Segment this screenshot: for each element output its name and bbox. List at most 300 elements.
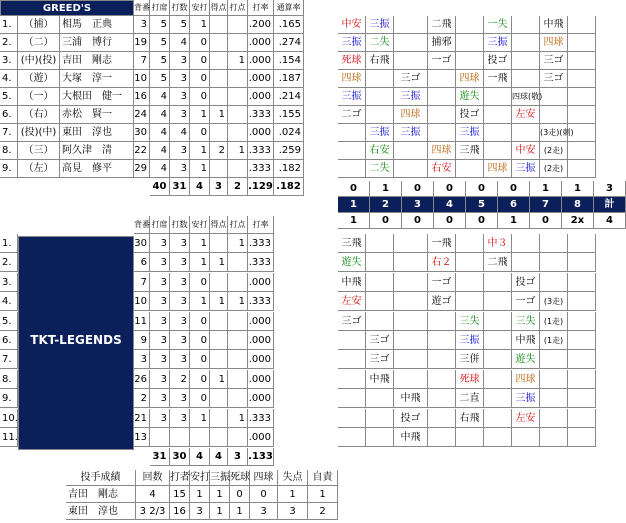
inning-cell bbox=[366, 389, 394, 408]
inning-cell bbox=[568, 34, 596, 52]
inning-cell bbox=[484, 88, 512, 106]
inning-cell bbox=[338, 160, 366, 178]
row-ab bbox=[170, 428, 190, 447]
row-avg: .333 bbox=[248, 106, 274, 124]
inning-cell bbox=[394, 234, 428, 253]
inning-cell bbox=[366, 292, 394, 311]
row-pa: 3 bbox=[150, 389, 170, 408]
inning-cell: 中飛 bbox=[394, 428, 428, 447]
total-h: 4 bbox=[190, 178, 210, 196]
row-pa: 4 bbox=[150, 106, 170, 124]
row-rbi bbox=[228, 88, 248, 106]
inning-cell: 三振 bbox=[456, 124, 484, 142]
inning-cell bbox=[366, 273, 394, 292]
row-rbi bbox=[228, 16, 248, 34]
inning-cell bbox=[428, 389, 456, 408]
inning-cell: 右２ bbox=[428, 253, 456, 272]
row-rbi bbox=[228, 312, 248, 331]
row-rbi bbox=[228, 70, 248, 88]
inning-cell bbox=[512, 124, 540, 142]
inning-cell: 三飛 bbox=[338, 234, 366, 253]
total-r: 4 bbox=[210, 448, 228, 466]
row-h: 0 bbox=[190, 331, 210, 350]
inning-cell bbox=[540, 428, 568, 447]
inning-cell bbox=[484, 389, 512, 408]
inning-cell bbox=[568, 389, 596, 408]
row-no: 6. bbox=[0, 106, 18, 124]
ls-greeds: 0 bbox=[338, 181, 370, 197]
header-2: 打数 bbox=[170, 216, 190, 234]
inning-cell bbox=[394, 253, 428, 272]
inning-cell: 四球 bbox=[512, 370, 540, 389]
inning-cell: 捕邪 bbox=[428, 34, 456, 52]
inning-cell: 三振 bbox=[456, 331, 484, 350]
inning-cell: 二ゴ bbox=[338, 106, 366, 124]
row-h: 1 bbox=[190, 409, 210, 428]
row-no: 5. bbox=[0, 88, 18, 106]
inning-cell bbox=[568, 142, 596, 160]
inning-cell bbox=[540, 370, 568, 389]
pitch-cell: 16 bbox=[170, 503, 190, 520]
pitch-cell: 2 bbox=[308, 503, 338, 520]
inning-cell bbox=[338, 370, 366, 389]
row-rbi: 1 bbox=[228, 234, 248, 253]
ls-tkt: 0 bbox=[402, 213, 434, 229]
inning-cell bbox=[540, 106, 568, 124]
inning-cell bbox=[456, 160, 484, 178]
row-h: 0 bbox=[190, 312, 210, 331]
inning-cell bbox=[568, 253, 596, 272]
inning-cell: 投ゴ bbox=[512, 273, 540, 292]
row-r: 1 bbox=[210, 106, 228, 124]
row-num: 22 bbox=[134, 142, 150, 160]
row-pa bbox=[150, 428, 170, 447]
inning-cell: 中飛 bbox=[366, 370, 394, 389]
row-rbi bbox=[228, 160, 248, 178]
inning-cell bbox=[394, 331, 428, 350]
row-ab: 3 bbox=[170, 389, 190, 408]
pitch-header-7: 失点 bbox=[278, 470, 308, 486]
row-ab: 3 bbox=[170, 160, 190, 178]
greeds-title: GREED'S bbox=[0, 0, 134, 16]
row-num: 6 bbox=[134, 253, 150, 272]
row-rbi bbox=[228, 389, 248, 408]
row-ab: 3 bbox=[170, 253, 190, 272]
inning-cell bbox=[394, 142, 428, 160]
header-4: 得点 bbox=[210, 0, 228, 16]
inning-cell: 死球 bbox=[456, 370, 484, 389]
inning-cell: 中飛 bbox=[540, 16, 568, 34]
row-r bbox=[210, 409, 228, 428]
inning-cell: 三失 bbox=[512, 312, 540, 331]
pitch-cell: 3 2/3 bbox=[136, 503, 170, 520]
row-pos: （左） bbox=[18, 160, 60, 178]
row-pos: （右） bbox=[18, 106, 60, 124]
inning-cell bbox=[568, 292, 596, 311]
row-no: 10. bbox=[0, 409, 18, 428]
inning-cell: 遊ゴ bbox=[428, 292, 456, 311]
inning-cell bbox=[338, 124, 366, 142]
inning-cell: (2走) bbox=[540, 142, 568, 160]
total-pa: 31 bbox=[150, 448, 170, 466]
row-avg: .000 bbox=[248, 331, 274, 350]
row-r bbox=[210, 34, 228, 52]
inning-cell bbox=[568, 370, 596, 389]
row-name: 大根田 健一 bbox=[60, 88, 134, 106]
inning-cell: 中飛 bbox=[512, 331, 540, 350]
inning-cell bbox=[540, 253, 568, 272]
ls-greeds: 3 bbox=[594, 181, 626, 197]
pitch-header-6: 四球 bbox=[250, 470, 278, 486]
ls-inning: 8 bbox=[562, 197, 594, 213]
row-no: 9. bbox=[0, 389, 18, 408]
row-pa: 4 bbox=[150, 160, 170, 178]
row-ab: 3 bbox=[170, 312, 190, 331]
total-h: 4 bbox=[190, 448, 210, 466]
row-ab: 4 bbox=[170, 124, 190, 142]
ls-tkt: 2x bbox=[562, 213, 594, 229]
inning-cell: 中飛 bbox=[338, 273, 366, 292]
row-h: 1 bbox=[190, 292, 210, 311]
ls-tkt: 1 bbox=[498, 213, 530, 229]
row-r: 1 bbox=[210, 292, 228, 311]
row-pos: （二） bbox=[18, 34, 60, 52]
row-pa: 4 bbox=[150, 124, 170, 142]
inning-cell bbox=[394, 292, 428, 311]
inning-cell: 三ゴ bbox=[366, 350, 394, 369]
pitch-header-5: 死球 bbox=[230, 470, 250, 486]
pitch-cell: 15 bbox=[170, 486, 190, 503]
inning-cell bbox=[484, 428, 512, 447]
total-ab: 31 bbox=[170, 178, 190, 196]
tkt-title bbox=[18, 236, 134, 450]
ls-tkt: 0 bbox=[370, 213, 402, 229]
inning-cell bbox=[456, 292, 484, 311]
ls-tkt: 0 bbox=[530, 213, 562, 229]
inning-cell bbox=[540, 88, 568, 106]
row-ab: 5 bbox=[170, 16, 190, 34]
row-no: 3. bbox=[0, 52, 18, 70]
inning-cell: 遊失 bbox=[512, 350, 540, 369]
row-h bbox=[190, 428, 210, 447]
inning-cell: 三振 bbox=[512, 389, 540, 408]
row-h: 1 bbox=[190, 253, 210, 272]
row-pa: 3 bbox=[150, 312, 170, 331]
row-career: .155 bbox=[274, 106, 304, 124]
inning-cell bbox=[456, 253, 484, 272]
row-num: 10 bbox=[134, 70, 150, 88]
inning-cell bbox=[456, 273, 484, 292]
inning-cell: 二失 bbox=[366, 34, 394, 52]
row-ab: 3 bbox=[170, 273, 190, 292]
inning-cell bbox=[484, 142, 512, 160]
inning-cell bbox=[512, 34, 540, 52]
header-5: 打点 bbox=[228, 216, 248, 234]
row-num: 7 bbox=[134, 52, 150, 70]
row-rbi bbox=[228, 106, 248, 124]
row-num: 30 bbox=[134, 234, 150, 253]
inning-cell: (1走) bbox=[540, 331, 568, 350]
inning-cell bbox=[338, 409, 366, 428]
row-num: 3 bbox=[134, 350, 150, 369]
row-h: 0 bbox=[190, 70, 210, 88]
inning-cell bbox=[394, 34, 428, 52]
inning-cell: 三ゴ bbox=[540, 52, 568, 70]
inning-cell bbox=[568, 124, 596, 142]
row-h: 0 bbox=[190, 350, 210, 369]
inning-cell bbox=[568, 16, 596, 34]
ls-inning: 6 bbox=[498, 197, 530, 213]
row-avg: .333 bbox=[248, 292, 274, 311]
inning-cell bbox=[366, 106, 394, 124]
inning-cell bbox=[428, 350, 456, 369]
inning-cell: 四球 bbox=[484, 160, 512, 178]
pitch-cell: 吉田 剛志 bbox=[66, 486, 136, 503]
inning-cell bbox=[568, 106, 596, 124]
row-name: 相馬 正典 bbox=[60, 16, 134, 34]
row-rbi bbox=[228, 34, 248, 52]
inning-cell bbox=[428, 88, 456, 106]
row-pa: 3 bbox=[150, 370, 170, 389]
inning-cell: 三振 bbox=[394, 88, 428, 106]
row-pos: (中)(投) bbox=[18, 52, 60, 70]
row-h: 0 bbox=[190, 273, 210, 292]
row-avg: .333 bbox=[248, 253, 274, 272]
row-career: .024 bbox=[274, 124, 304, 142]
inning-cell bbox=[428, 409, 456, 428]
header-7: 通算率 bbox=[274, 0, 304, 16]
row-ab: 3 bbox=[170, 234, 190, 253]
pitch-cell: 3 bbox=[250, 503, 278, 520]
inning-cell bbox=[568, 52, 596, 70]
inning-cell: 三ゴ bbox=[338, 312, 366, 331]
row-no: 8. bbox=[0, 142, 18, 160]
pitching-table bbox=[66, 470, 366, 520]
inning-cell bbox=[512, 70, 540, 88]
header-5: 打点 bbox=[228, 0, 248, 16]
ls-greeds: 0 bbox=[466, 181, 498, 197]
row-career: .214 bbox=[274, 88, 304, 106]
row-no: 4. bbox=[0, 292, 18, 311]
inning-cell bbox=[512, 52, 540, 70]
inning-cell bbox=[394, 370, 428, 389]
row-ab: 3 bbox=[170, 88, 190, 106]
inning-cell bbox=[338, 389, 366, 408]
ls-tkt: 4 bbox=[594, 213, 626, 229]
header-6: 打率 bbox=[248, 0, 274, 16]
inning-cell: 二飛 bbox=[428, 16, 456, 34]
row-avg: .333 bbox=[248, 142, 274, 160]
pitch-header-8: 自責 bbox=[308, 470, 338, 486]
ls-greeds: 1 bbox=[370, 181, 402, 197]
ls-tkt: 0 bbox=[466, 213, 498, 229]
row-pa: 3 bbox=[150, 273, 170, 292]
row-num: 2 bbox=[134, 389, 150, 408]
row-h: 0 bbox=[190, 124, 210, 142]
row-rbi: 1 bbox=[228, 292, 248, 311]
row-h: 1 bbox=[190, 234, 210, 253]
pitch-cell: 1 bbox=[278, 486, 308, 503]
row-ab: 3 bbox=[170, 292, 190, 311]
inning-cell bbox=[428, 106, 456, 124]
inning-cell: 三振 bbox=[366, 16, 394, 34]
tkt-table bbox=[0, 216, 624, 462]
inning-cell: 遊失 bbox=[456, 88, 484, 106]
row-r bbox=[210, 52, 228, 70]
pitch-cell: 1 bbox=[210, 503, 230, 520]
row-h: 1 bbox=[190, 160, 210, 178]
inning-cell: 左安 bbox=[338, 292, 366, 311]
ls-inning: 4 bbox=[434, 197, 466, 213]
header-1: 打席 bbox=[150, 0, 170, 16]
row-r: 1 bbox=[210, 370, 228, 389]
inning-cell bbox=[512, 253, 540, 272]
row-avg: .000 bbox=[248, 52, 274, 70]
inning-cell bbox=[394, 52, 428, 70]
inning-cell: 三併 bbox=[456, 350, 484, 369]
row-pa: 5 bbox=[150, 34, 170, 52]
inning-cell bbox=[540, 409, 568, 428]
inning-cell: 遊失 bbox=[338, 253, 366, 272]
inning-cell: 三ゴ bbox=[394, 70, 428, 88]
inning-cell: 中安 bbox=[512, 142, 540, 160]
row-pos: （三） bbox=[18, 142, 60, 160]
total-ab: 30 bbox=[170, 448, 190, 466]
row-no: 4. bbox=[0, 70, 18, 88]
inning-cell bbox=[456, 52, 484, 70]
inning-cell bbox=[568, 331, 596, 350]
inning-cell: 右飛 bbox=[366, 52, 394, 70]
row-career: .154 bbox=[274, 52, 304, 70]
total-rbi: 3 bbox=[228, 448, 248, 466]
header-4: 得点 bbox=[210, 216, 228, 234]
pitch-header-1: 回数 bbox=[136, 470, 170, 486]
row-name: 東田 淳也 bbox=[60, 124, 134, 142]
pitch-cell: 1 bbox=[230, 503, 250, 520]
row-num: 16 bbox=[134, 88, 150, 106]
ls-greeds: 1 bbox=[530, 181, 562, 197]
inning-cell bbox=[484, 292, 512, 311]
inning-cell: 一飛 bbox=[428, 234, 456, 253]
row-name: 赤松 賢一 bbox=[60, 106, 134, 124]
pitch-cell: 1 bbox=[308, 486, 338, 503]
inning-cell: 右安 bbox=[428, 160, 456, 178]
row-r bbox=[210, 88, 228, 106]
row-avg: .000 bbox=[248, 34, 274, 52]
row-h: 0 bbox=[190, 88, 210, 106]
inning-cell: (3走) bbox=[540, 292, 568, 311]
row-pa: 3 bbox=[150, 292, 170, 311]
total-career: .182 bbox=[274, 178, 304, 196]
inning-cell: 三ゴ bbox=[540, 70, 568, 88]
ls-greeds: 0 bbox=[434, 181, 466, 197]
row-pa: 5 bbox=[150, 16, 170, 34]
inning-cell bbox=[540, 234, 568, 253]
row-name: 高見 修平 bbox=[60, 160, 134, 178]
row-num: 29 bbox=[134, 160, 150, 178]
pitch-cell: 東田 淳也 bbox=[66, 503, 136, 520]
row-r bbox=[210, 160, 228, 178]
row-name: 吉田 剛志 bbox=[60, 52, 134, 70]
row-num: 26 bbox=[134, 370, 150, 389]
inning-cell: 四球 bbox=[338, 70, 366, 88]
ls-tkt: 0 bbox=[434, 213, 466, 229]
row-name: 三浦 博行 bbox=[60, 34, 134, 52]
inning-cell bbox=[366, 234, 394, 253]
row-pa: 3 bbox=[150, 409, 170, 428]
row-pa: 3 bbox=[150, 331, 170, 350]
inning-cell: 投ゴ bbox=[394, 409, 428, 428]
row-h: 1 bbox=[190, 142, 210, 160]
row-r bbox=[210, 312, 228, 331]
header-1: 打席 bbox=[150, 216, 170, 234]
inning-cell bbox=[568, 234, 596, 253]
row-h: 1 bbox=[190, 106, 210, 124]
row-no: 9. bbox=[0, 160, 18, 178]
ls-inning: 計 bbox=[594, 197, 626, 213]
inning-cell bbox=[338, 428, 366, 447]
row-avg: .333 bbox=[248, 160, 274, 178]
inning-cell bbox=[484, 273, 512, 292]
inning-cell: 三振 bbox=[394, 124, 428, 142]
header-6: 打率 bbox=[248, 216, 274, 234]
inning-cell bbox=[484, 331, 512, 350]
row-pa: 4 bbox=[150, 142, 170, 160]
row-no: 6. bbox=[0, 331, 18, 350]
row-no: 1. bbox=[0, 16, 18, 34]
total-avg: .133 bbox=[248, 448, 274, 466]
inning-cell bbox=[484, 370, 512, 389]
inning-cell bbox=[394, 350, 428, 369]
row-ab: 3 bbox=[170, 409, 190, 428]
row-career: .259 bbox=[274, 142, 304, 160]
ls-inning: 5 bbox=[466, 197, 498, 213]
row-h: 0 bbox=[190, 370, 210, 389]
row-avg: .000 bbox=[248, 389, 274, 408]
inning-cell bbox=[540, 389, 568, 408]
inning-cell bbox=[366, 253, 394, 272]
row-ab: 3 bbox=[170, 350, 190, 369]
row-num: 11 bbox=[134, 312, 150, 331]
inning-cell bbox=[338, 331, 366, 350]
row-career: .187 bbox=[274, 70, 304, 88]
row-ab: 3 bbox=[170, 52, 190, 70]
row-num: 3 bbox=[134, 16, 150, 34]
row-ab: 3 bbox=[170, 106, 190, 124]
inning-cell: 右安 bbox=[366, 142, 394, 160]
row-avg: .000 bbox=[248, 88, 274, 106]
inning-cell bbox=[568, 70, 596, 88]
row-no: 2. bbox=[0, 34, 18, 52]
row-avg: .333 bbox=[248, 234, 274, 253]
row-pos: （遊） bbox=[18, 70, 60, 88]
row-num: 9 bbox=[134, 331, 150, 350]
row-no: 11. bbox=[0, 428, 18, 447]
row-num: 30 bbox=[134, 124, 150, 142]
row-avg: .200 bbox=[248, 16, 274, 34]
row-num: 10 bbox=[134, 292, 150, 311]
row-ab: 2 bbox=[170, 370, 190, 389]
inning-cell bbox=[568, 88, 596, 106]
row-avg: .000 bbox=[248, 124, 274, 142]
ls-inning: 7 bbox=[530, 197, 562, 213]
row-pa: 4 bbox=[150, 88, 170, 106]
pitch-cell: 3 bbox=[278, 503, 308, 520]
pitch-header-0: 投手成績 bbox=[66, 470, 136, 486]
ls-inning: 1 bbox=[338, 197, 370, 213]
row-r bbox=[210, 350, 228, 369]
ls-tkt: 1 bbox=[338, 213, 370, 229]
